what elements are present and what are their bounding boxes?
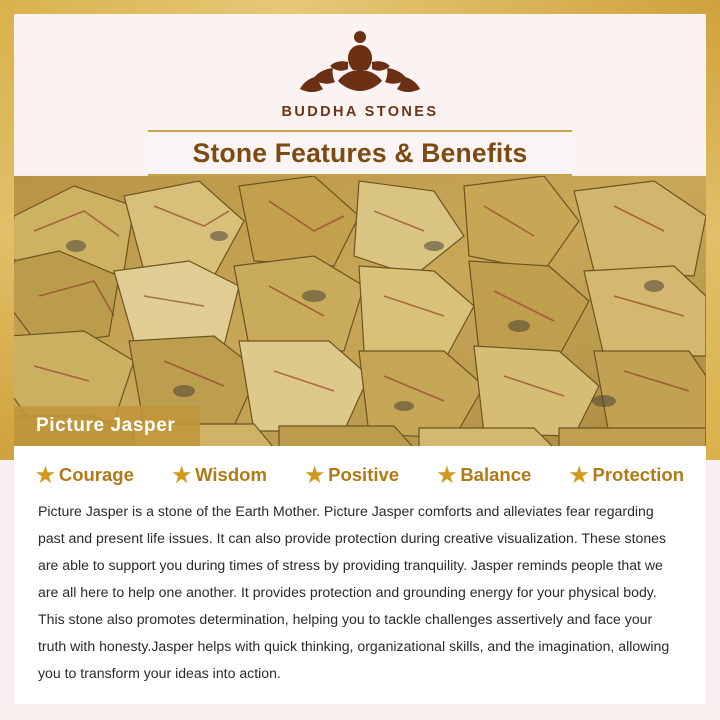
benefit-label: Protection — [592, 464, 684, 485]
star-icon: ★ — [569, 463, 589, 487]
page-title-text: Stone Features & Benefits — [192, 137, 528, 168]
benefits-card — [14, 446, 706, 704]
image-caption-text: Picture Jasper — [36, 415, 176, 436]
image-caption — [14, 406, 200, 446]
benefit-label: Positive — [328, 464, 400, 485]
star-icon: ★ — [305, 463, 325, 487]
star-icon: ★ — [36, 463, 55, 487]
benefit-item — [570, 464, 684, 486]
benefit-item — [437, 464, 531, 486]
benefit-label: Courage — [58, 464, 134, 485]
benefit-label: Wisdom — [195, 464, 267, 485]
benefit-item — [172, 464, 267, 486]
page-title — [148, 130, 572, 176]
description-text: Picture Jasper is a stone of the Earth Mother. Picture Jasper comforts and alleviates fear regarding past and present life issues. It can also provide protection during creative visualization. These stones are able to support you during times of stress by providing tranquility. Jasper reminds people that we are all here to help one another. It provides protection and grounding energy for your physical body. This stone also promotes determination, helping you to tackle challenges assertively and face your truth with honesty.Jasper helps with quick thinking, organizational skills, and the imagination, allowing you to transform your ideas into action. — [38, 503, 670, 682]
star-icon: ★ — [437, 463, 457, 487]
benefits-list — [14, 446, 706, 492]
star-icon: ★ — [172, 463, 192, 487]
footer-strip — [0, 704, 720, 720]
benefit-item — [36, 464, 134, 486]
benefit-label: Balance — [460, 464, 532, 485]
buddha-lotus-icon — [285, 24, 435, 98]
gold-border-top — [0, 0, 720, 14]
brand-name: BUDDHA STONES — [281, 104, 439, 120]
brand-logo — [0, 24, 720, 120]
benefit-item — [305, 464, 399, 486]
